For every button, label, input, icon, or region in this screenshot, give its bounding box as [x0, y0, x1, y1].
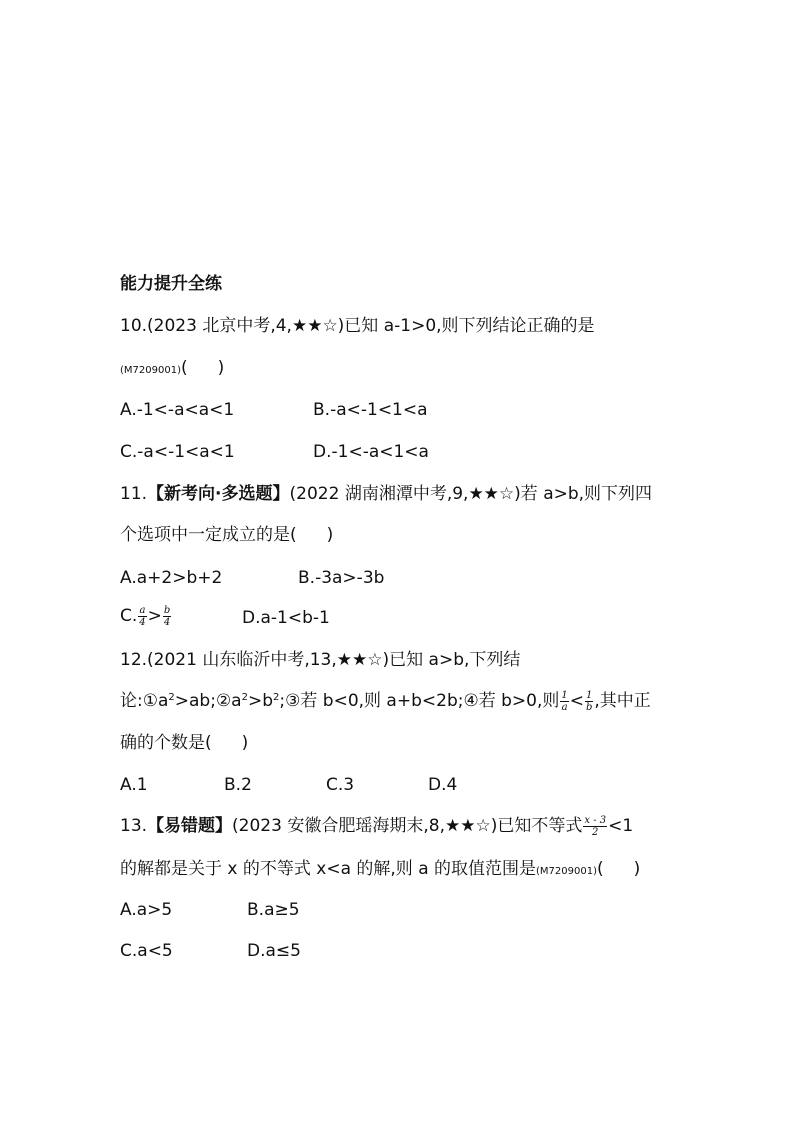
- q13-line2: [120, 857, 640, 884]
- q10-stem: 10.(2023 北京中考,4,★★☆)已知 a-1>0,则下列结论正确的是: [120, 316, 595, 336]
- q12-sup2: 2: [241, 692, 248, 703]
- q10-code-line: [120, 356, 224, 383]
- q12-frac1: $\frac{1}{a}$: [561, 689, 568, 713]
- q13-code: (M7209001): [536, 866, 597, 877]
- q11-number: 11.: [120, 484, 148, 504]
- q12-frac2: $\frac{1}{b}$: [586, 689, 593, 713]
- q10-option-a: A.-1<-a<a<1: [120, 400, 235, 420]
- q12-option-b: B.2: [224, 775, 252, 795]
- q10-paren-close: ): [217, 358, 225, 378]
- q10-paren-open: (: [180, 358, 188, 378]
- q13-tag: 【易错题】: [147, 816, 233, 836]
- q12-line2-part4: ;③若 b<0,则 a+b<2b;④若 b>0,则: [279, 691, 560, 711]
- q11-option-b: B.-3a>-3b: [298, 568, 385, 588]
- q11-option-c: [120, 604, 172, 628]
- q11-stem-rest: (2022 湖南湘潭中考,9,★★☆)若 a>b,则下列四: [289, 484, 653, 504]
- q13-stem-tail: <1: [608, 816, 634, 836]
- section-title: 能力提升全练: [120, 274, 222, 294]
- q13-paren-close: ): [633, 859, 641, 879]
- q10-code: (M7209001): [120, 365, 181, 376]
- q11-option-d: D.a-1<b-1: [242, 608, 330, 628]
- q12-stem: 12.(2021 山东临沂中考,13,★★☆)已知 a>b,下列结: [120, 650, 521, 670]
- q11-option-c-frac2: $\frac{b}{4}$: [163, 604, 171, 628]
- q11-tag: 【新考向·多选题】: [147, 484, 290, 504]
- q10-option-b: B.-a<-1<1<a: [313, 400, 428, 420]
- q11-option-a: A.a+2>b+2: [120, 568, 223, 588]
- q13-line2-text: 的解都是关于 x 的不等式 x<a 的解,则 a 的取值范围是: [120, 859, 537, 879]
- q13-stem: [120, 814, 633, 838]
- q11-line2-text: 个选项中一定成立的是(: [120, 525, 297, 545]
- q12-sup1: 2: [168, 692, 175, 703]
- q12-line2: [120, 689, 651, 713]
- q12-line2-part2: >ab;②a: [174, 691, 242, 711]
- q11-line2: [120, 523, 333, 547]
- q12-lt: <: [569, 691, 584, 711]
- q11-option-c-prefix: C.: [120, 606, 138, 626]
- q12-line3-close: ): [241, 733, 249, 753]
- q12-sup3: 2: [273, 692, 280, 703]
- q12-option-c: C.3: [326, 775, 355, 795]
- q12-line2-tail: ,其中正: [594, 691, 651, 711]
- q13-stem-rest: (2023 安徽合肥瑶海期末,8,★★☆)已知不等式: [232, 816, 583, 836]
- q13-option-b: B.a≥5: [247, 900, 300, 920]
- q11-line2-close: ): [326, 525, 334, 545]
- q13-frac: $\frac{x - 3}{2}$: [584, 814, 607, 838]
- q12-line3: [120, 731, 248, 755]
- q12-line3-text: 确的个数是(: [120, 733, 212, 753]
- q13-option-c: C.a<5: [120, 941, 173, 961]
- q11-stem: [120, 482, 652, 506]
- q13-paren-open: (: [597, 859, 604, 879]
- q12-line2-part3: >b: [247, 691, 274, 711]
- q13-option-a: A.a>5: [120, 900, 173, 920]
- q12-line2-part1: 论:①a: [120, 691, 169, 711]
- q10-option-d: D.-1<-a<1<a: [313, 442, 429, 462]
- q13-option-d: D.a≤5: [247, 941, 301, 961]
- q12-option-a: A.1: [120, 775, 148, 795]
- q12-option-d: D.4: [428, 775, 458, 795]
- q10-option-c: C.-a<-1<a<1: [120, 442, 235, 462]
- q11-option-c-gt: >: [147, 606, 162, 626]
- q13-number: 13.: [120, 816, 148, 836]
- q11-option-c-frac1: $\frac{a}{4}$: [139, 604, 146, 628]
